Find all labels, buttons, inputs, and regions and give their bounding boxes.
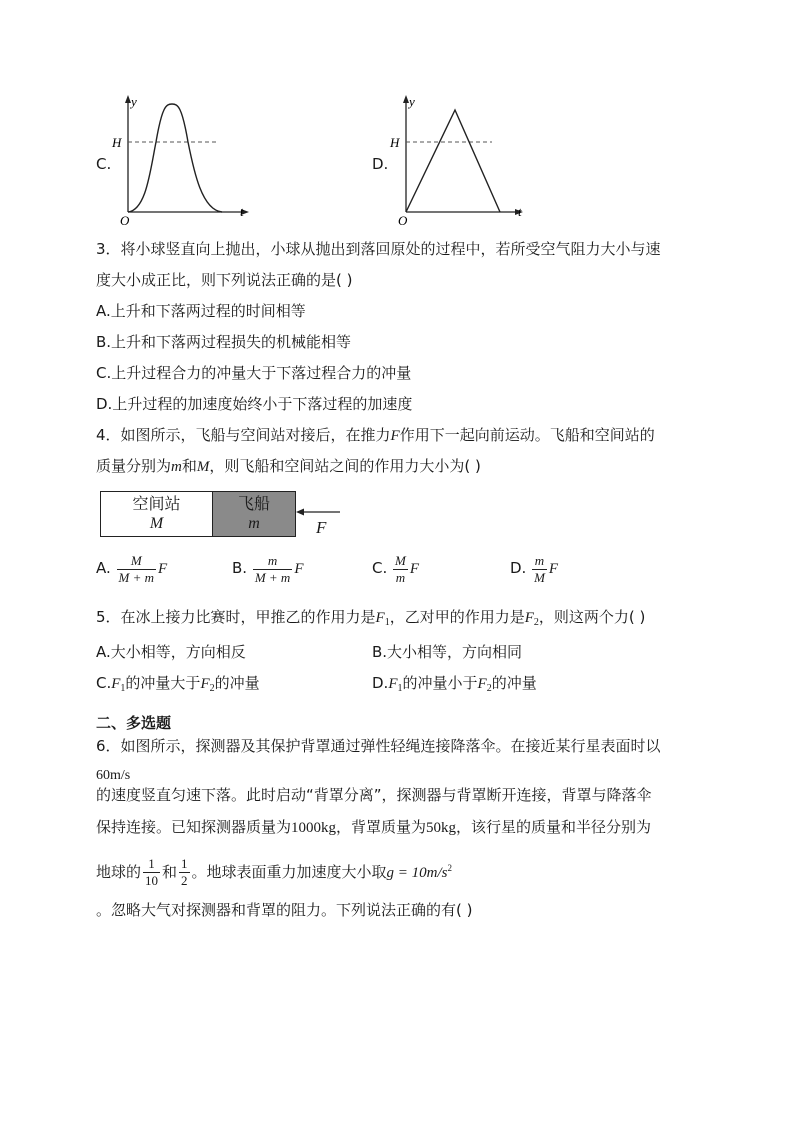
var-m: m <box>171 459 182 475</box>
var-f: F <box>390 428 400 444</box>
var-big-m: M <box>196 459 210 475</box>
t-label: t <box>518 204 522 219</box>
bell-curve <box>128 104 222 212</box>
t-label: t <box>240 204 244 219</box>
q5-option-d: $D.F_1$的冲量小于$F_2$的冲量 <box>372 674 537 694</box>
q3-option-b: B.上升和下落两过程损失的机械能相等 <box>96 333 352 351</box>
arrow-left-icon <box>296 509 304 516</box>
force-label: F <box>316 518 327 537</box>
q3-option-a: A.上升和下落两过程的时间相等 <box>96 302 306 320</box>
space-station-block <box>100 491 213 537</box>
fraction-one-half: $\frac{1}{2}$ <box>181 856 188 888</box>
q4-option-c: C. $\frac{M}{m}$ F <box>372 553 420 585</box>
station-name: 空间站 <box>132 496 181 513</box>
ship-mass: m <box>248 515 260 532</box>
q5-option-a: A.大小相等，方向相反 <box>96 643 246 661</box>
q3-option-d: D.上升过程的加速度始终小于下落过程的加速度 <box>96 395 413 413</box>
graph-c <box>106 92 258 226</box>
origin-label: O <box>120 213 130 226</box>
q3-stem-line1: 3．将小球竖直向上抛出，小球从抛出到落回原处的过程中，若所受空气阻力大小与速 <box>96 240 661 258</box>
q6-line2: 的速度竖直匀速下落。此时启动“背罩分离”，探测器与背罩断开连接，背罩与降落伞 <box>96 786 652 804</box>
fraction-one-tenth: $\frac{1}{10}$ <box>145 856 159 888</box>
spaceship-block <box>212 491 296 537</box>
h-label: H <box>112 135 122 150</box>
section-title: 二、多选题 <box>96 714 172 732</box>
y-label: y <box>131 94 137 109</box>
q4-stem-line2: 质量分别为m和M，则飞船和空间站之间的作用力大小为( ) <box>96 457 481 475</box>
h-label: H <box>390 135 400 150</box>
ship-name: 飞船 <box>237 496 270 513</box>
q3-option-c: C.上升过程合力的冲量大于下落过程合力的冲量 <box>96 364 412 382</box>
q4-stem-line1: 4．如图所示，飞船与空间站对接后，在推力F作用下一起向前运动。飞船和空间站的 <box>96 426 655 444</box>
origin-label: O <box>398 213 408 226</box>
triangle-curve <box>406 110 500 212</box>
y-label: y <box>409 94 415 109</box>
q6-line3: 保持连接。已知探测器质量为1000kg，背罩质量为50kg，该行星的质量和半径分别为 <box>96 818 652 836</box>
graph-d <box>384 92 534 226</box>
q5-option-b: B.大小相等，方向相同 <box>372 643 523 661</box>
option-c-label: C. <box>96 155 112 173</box>
q4-option-a: A. $\frac{M}{M + m}$ F <box>96 553 168 585</box>
q5-option-c: $C.F_1$的冲量大于$F_2$的冲量 <box>96 674 260 694</box>
q6-line4: 地球的 $\frac{1}{10}$ 和 $\frac{1}{2}$ 。地球表面重力加速度大小取$g = 10m/s^2$ <box>96 856 453 888</box>
q6-line1: 6．如图所示，探测器及其保护背罩通过弹性轻绳连接降落伞。在接近某行星表面时以 <box>96 737 661 755</box>
q4-option-d: D. $\frac{m}{M}$ F <box>510 553 559 585</box>
q6-speed: 60m/s <box>96 768 131 783</box>
q3-stem-line2: 度大小成正比，则下列说法正确的是( ) <box>96 271 353 289</box>
q6-line5: 。忽略大气对探测器和背罩的阻力。下列说法正确的有( ) <box>96 901 473 919</box>
option-d-label: D. <box>372 155 389 173</box>
q4-option-b: B. $\frac{m}{M + m}$ F <box>232 553 304 585</box>
station-mass: M <box>149 515 164 532</box>
q5-stem: 5．在冰上接力比赛时，甲推乙的作用力是$F_1$，乙对甲的作用力是$F_2$，则这两个力( ) <box>96 608 646 628</box>
